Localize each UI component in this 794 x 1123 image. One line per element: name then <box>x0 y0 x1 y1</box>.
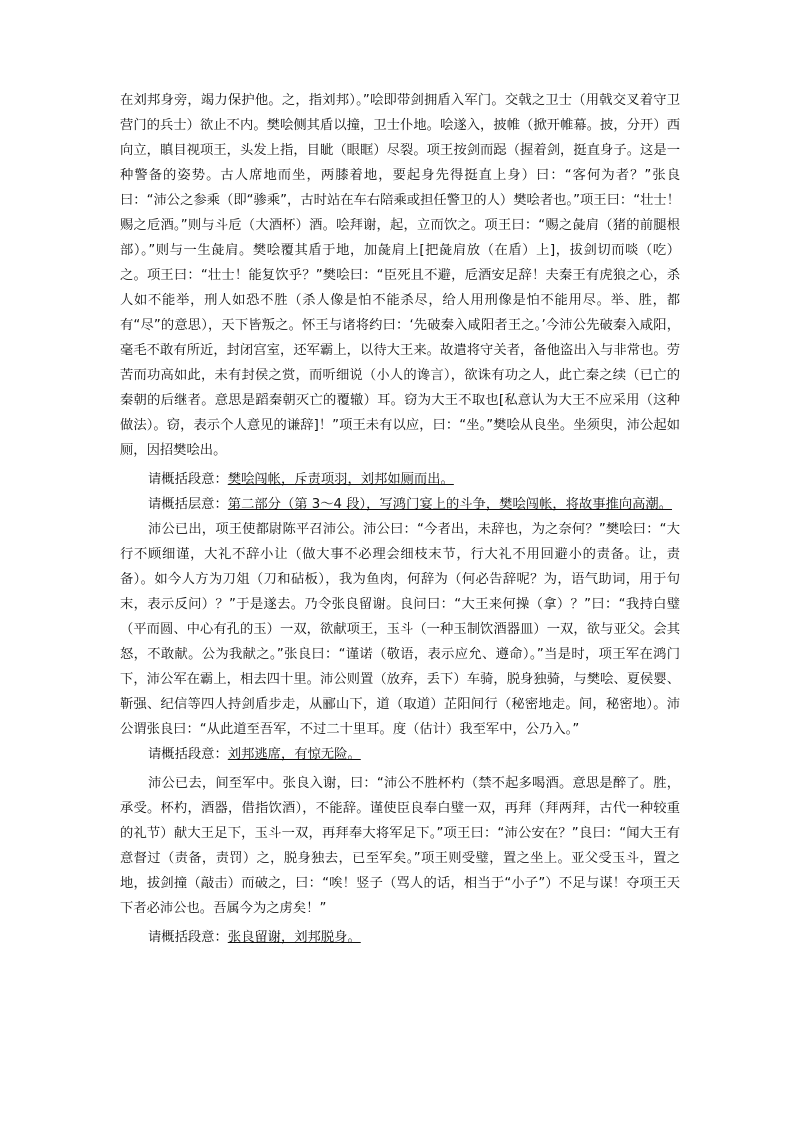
paragraph-zhang-liang-apology: 沛公已去，间至军中。张良入谢，曰：“沛公不胜杯杓（禁不起多喝酒。意思是醉了。胜，承受。杯杓，酒器，借指饮酒），不能辞。谨使臣良奉白璧一双，再拜（拜两拜，古代一种较重的礼节）献大王足下，玉斗一双，再拜奉大将军足下。”项王曰：“沛公安在？”良曰：“闻大王有意督过（责备，责罚）之，脱身独去，已至军矣。”项王则受璧，置之坐上。亚父受玉斗，置之地，拔剑撞（敲击）而破之，曰：“唉！竖子（骂人的话，相当于“小子”）不足与谋！夺项王天下者必沛公也。吾属今为之虏矣！” <box>120 776 680 916</box>
paragraph-pei-gong-escape: 沛公已出，项王使都尉陈平召沛公。沛公曰：“今者出，未辞也，为之奈何？”樊哙曰：“大行不顾细谨，大礼不辞小让（做大事不必理会细枝末节，行大礼不用回避小的责备。让，责备）。如今人方为刀俎（刀和砧板），我为鱼肉，何辞为（何必告辞呢？为，语气助词，用于句末，表示反问）？”于是遂去。乃令张良留谢。良问曰：“大王来何操（拿）？”曰：“我持白璧（平而圆、中心有孔的玉）一双，欲献项王，玉斗（一种玉制饮酒器皿）一双，欲与亚父。会其怒，不敢献。公为我献之。”张良曰：“谨诺（敬语，表示应允、遵命）。”当是时，项王军在鸿门下，沛公军在霸上，相去四十里。沛公则置（放弃，丢下）车骑，脱身独骑，与樊哙、夏侯婴、靳强、纪信等四人持剑盾步走，从郦山下，道（取道）芷阳间行（秘密地走。间，秘密地）。沛公谓张良曰：“从此道至吾军，不过二十里耳。度（估计）我至军中，公乃入。” <box>120 522 680 737</box>
paragraph-fan-kuai: 在刘邦身旁，竭力保护他。之，指刘邦）。”哙即带剑拥盾入军门。交戟之卫士（用戟交叉着守卫营门的兵士）欲止不内。樊哙侧其盾以撞，卫士仆地。哙遂入，披帷（掀开帷幕。披，分开）西向立，瞋目视项王，头发上指，目眦（眼眶）尽裂。项王按剑而跽（握着剑，挺直身子。这是一种警备的姿势。古人席地而坐，两膝着地，要起身先得挺直上身）曰：“客何为者？”张良曰：“沛公之参乘（即“骖乘”，古时站在车右陪乘或担任警卫的人）樊哙者也。”项王曰：“壮士！赐之卮酒。”则与斗卮（大酒杯）酒。哙拜谢，起，立而饮之。项王曰：“赐之彘肩（猪的前腿根部）。”则与一生彘肩。樊哙覆其盾于地，加彘肩上[把彘肩放（在盾）上]，拔剑切而啖（吃）之。项王曰：“壮士！能复饮乎？”樊哙曰：“臣死且不避，卮酒安足辞！夫秦王有虎狼之心，杀人如不能举，刑人如恐不胜（杀人像是怕不能杀尽，给人用刑像是怕不能用尽。举、胜，都有“尽”的意思），天下皆叛之。怀王与诸将约曰：‘先破秦入咸阳者王之。’今沛公先破秦入咸阳，毫毛不敢有所近，封闭宫室，还军霸上，以待大王来。故遣将守关者，备他盗出入与非常也。劳苦而功高如此，未有封侯之赏，而听细说（小人的谗言），欲诛有功之人，此亡秦之续（已亡的秦朝的后继者。意思是蹈秦朝灭亡的覆辙）耳。窃为大王不取也[私意认为大王不应采用（这种做法）。窃，表示个人意见的谦辞]！”项王未有以应，曰：“坐。”樊哙从良坐。坐须臾，沛公起如厕，因招樊哙出。 <box>120 93 680 458</box>
summary-paragraph-1 <box>120 467 680 492</box>
summary-answer: 第二部分（第 3～4 段），写鸿门宴上的斗争，樊哙闯帐，将故事推向高潮。 <box>227 497 673 512</box>
summary-layer-2 <box>120 492 680 517</box>
summary-answer: 刘邦逃席，有惊无险。 <box>227 747 361 762</box>
summary-label: 请概括段意： <box>148 747 228 762</box>
summary-paragraph-3 <box>120 742 680 767</box>
summary-answer: 张良留谢，刘邦脱身。 <box>227 930 361 945</box>
summary-paragraph-4 <box>120 925 680 950</box>
summary-label: 请概括段意： <box>148 472 228 487</box>
summary-label: 请概括层意： <box>148 497 228 512</box>
summary-label: 请概括段意： <box>148 930 228 945</box>
summary-answer: 樊哙闯帐，斥责项羽，刘邦如厕而出。 <box>227 472 454 487</box>
document-page <box>120 88 680 950</box>
